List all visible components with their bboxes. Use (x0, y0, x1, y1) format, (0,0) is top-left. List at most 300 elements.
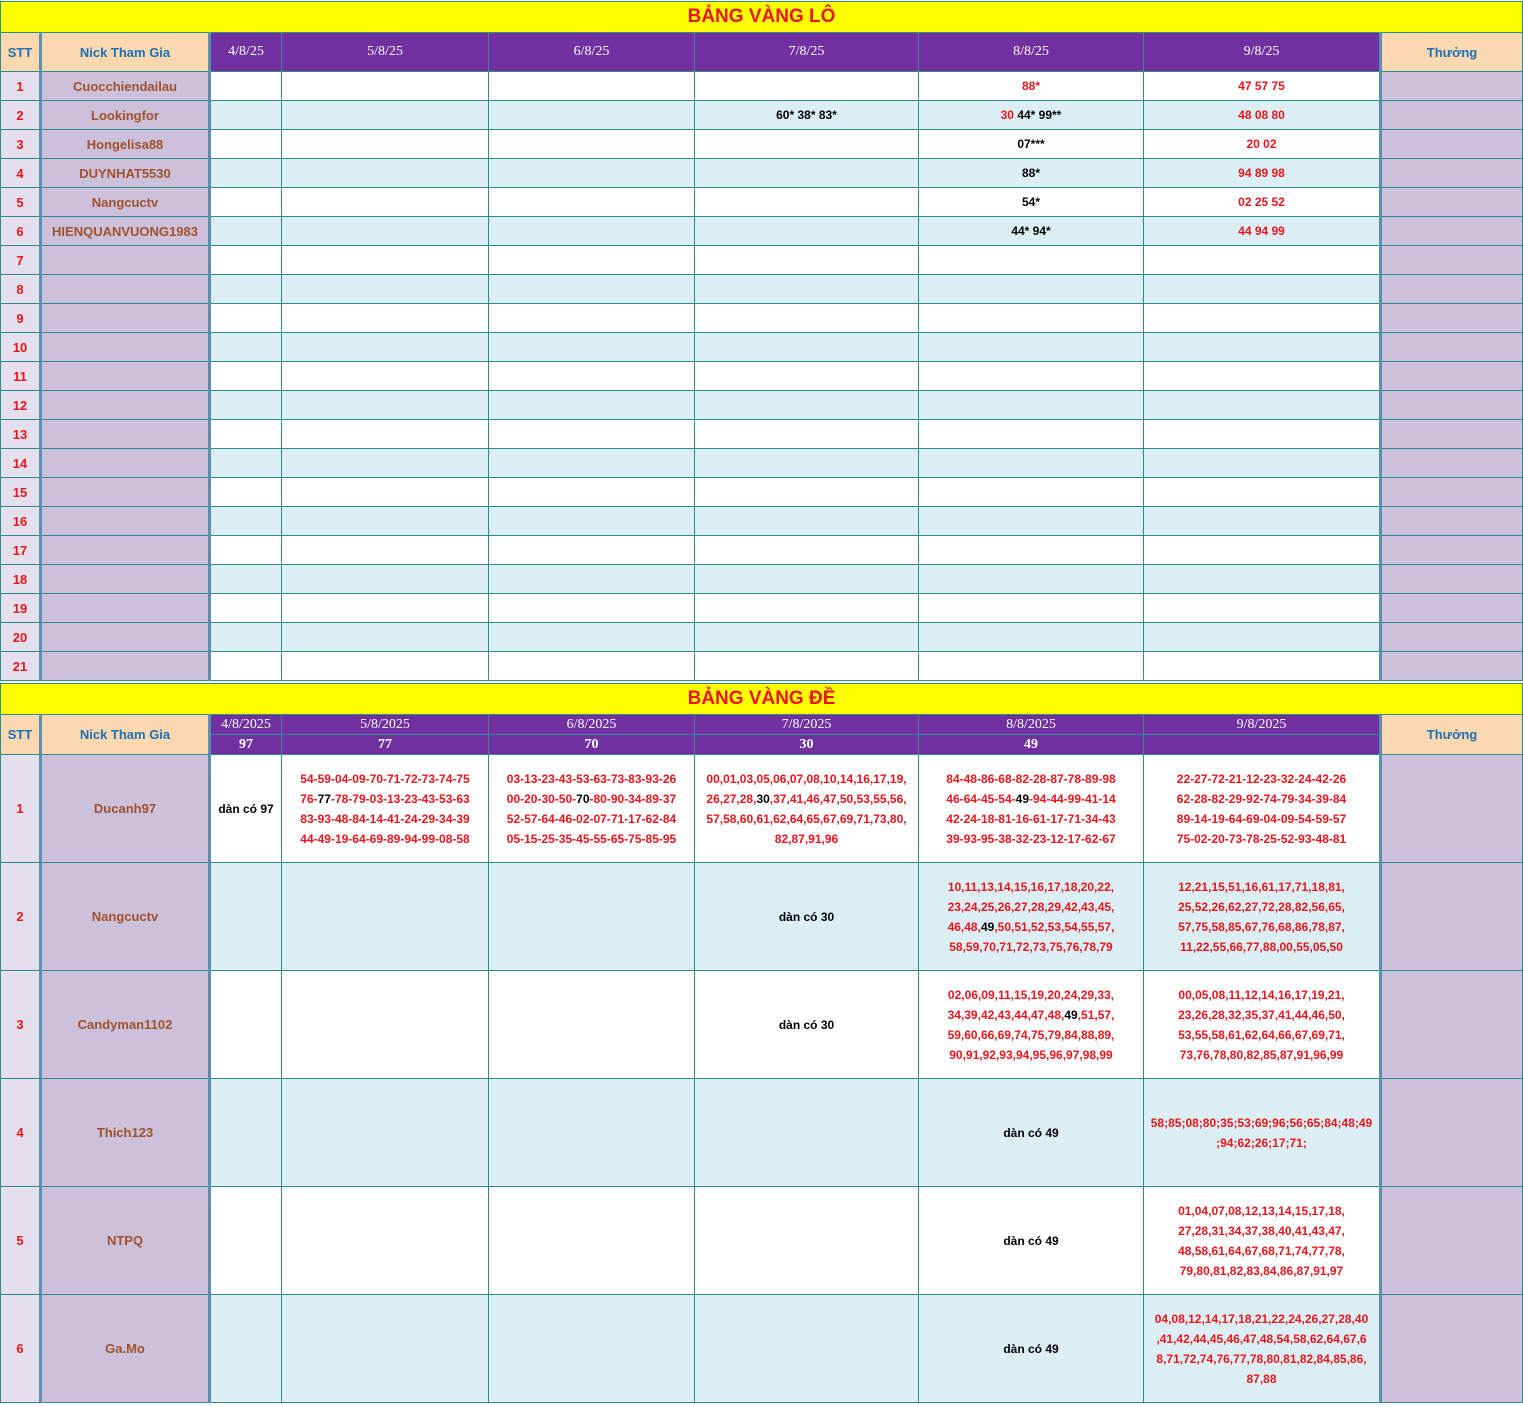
lo-thuong-cell (1381, 536, 1523, 565)
lo-stt: 5 (1, 188, 41, 217)
lo-entry-cell (489, 304, 695, 333)
de-header-stt: STT (1, 715, 41, 755)
de-header-nick: Nick Tham Gia (41, 715, 210, 755)
de-entry-cell (489, 1079, 695, 1187)
de-entry-text: 03-13-23-43-53-63-73-83-93-26 00-20-30-50- (506, 771, 677, 806)
lo-nick (41, 536, 210, 565)
lo-stt: 21 (1, 652, 41, 681)
de-entry-text: dàn có 97 (218, 801, 274, 816)
lo-thuong-cell (1381, 478, 1523, 507)
lo-title: BẢNG VÀNG LÔ (1, 2, 1523, 33)
de-entry-cell (282, 1187, 489, 1295)
lo-header-date: 4/8/25 (210, 33, 282, 72)
de-entry-cell (282, 1295, 489, 1403)
lo-entry-cell (1144, 159, 1381, 188)
lo-row (1, 565, 1523, 594)
lo-entry-cell (210, 333, 282, 362)
lo-entry-cell (489, 130, 695, 159)
lo-entry-cell (919, 72, 1144, 101)
lo-entry-cell (919, 507, 1144, 536)
de-entry-cell (695, 1295, 919, 1403)
de-thuong-cell (1381, 755, 1523, 863)
lo-thuong-cell (1381, 130, 1523, 159)
lo-entry-cell (282, 188, 489, 217)
lo-entry-cell (282, 391, 489, 420)
lo-stt: 20 (1, 623, 41, 652)
lo-entry-text: 02 25 52 (1238, 195, 1285, 209)
de-entry-cell (695, 1079, 919, 1187)
lo-thuong-cell (1381, 623, 1523, 652)
de-title: BẢNG VÀNG ĐỀ (1, 684, 1523, 715)
de-result: 97 (210, 735, 282, 755)
lo-entry-text: 54* (1021, 195, 1041, 209)
lo-entry-cell (1144, 565, 1381, 594)
lo-entry-cell (695, 72, 919, 101)
lo-entry-cell (695, 275, 919, 304)
de-stt: 6 (1, 1295, 41, 1403)
lo-entry-cell (695, 478, 919, 507)
lo-entry-text: 44 94 99 (1238, 224, 1285, 238)
de-thuong-cell (1381, 1295, 1523, 1403)
lo-thuong-cell (1381, 304, 1523, 333)
lo-entry-cell (1144, 101, 1381, 130)
lo-stt: 6 (1, 217, 41, 246)
lo-entry-cell (1144, 420, 1381, 449)
lo-entry-cell (1144, 623, 1381, 652)
lo-entry-cell (210, 275, 282, 304)
lo-entry-cell (695, 652, 919, 681)
de-entry-text: 10,11,13,14,15,16,17,18,20,22, 23,24,25,26,27,28,29,42,43,45, 46,48, (947, 879, 1115, 934)
lo-entry-cell (489, 478, 695, 507)
lo-thuong-cell (1381, 507, 1523, 536)
lo-entry-cell (1144, 275, 1381, 304)
de-entry-cell (282, 863, 489, 971)
de-entry-text: 00,05,08,11,12,14,16,17,19,21, 23,26,28,32,35,37,41,44,46,50, 53,55,58,61,62,64,66,67,69,71, 73,76,78,80,82,85,87,91,96,99 (1178, 987, 1345, 1062)
lo-entry-cell (919, 478, 1144, 507)
lo-entry-cell (489, 362, 695, 391)
de-entry-cell (919, 1187, 1144, 1295)
lo-stt: 10 (1, 333, 41, 362)
lo-row (1, 420, 1523, 449)
lo-entry-cell (489, 623, 695, 652)
lo-entry-cell (1144, 478, 1381, 507)
lo-entry-cell (210, 652, 282, 681)
lo-entry-cell (695, 594, 919, 623)
lo-nick (41, 246, 210, 275)
lo-entry-cell (210, 304, 282, 333)
de-header-date: 4/8/2025 (210, 715, 282, 735)
lo-entry-cell (919, 130, 1144, 159)
lo-entry-text: 44* 94* (1011, 224, 1051, 238)
lo-entry-cell (210, 362, 282, 391)
lo-entry-cell (1144, 304, 1381, 333)
lo-entry-cell (282, 652, 489, 681)
lo-thuong-cell (1381, 101, 1523, 130)
lo-row (1, 72, 1523, 101)
de-entry-cell (489, 971, 695, 1079)
de-entry-cell (210, 1187, 282, 1295)
lo-header-date: 9/8/25 (1144, 33, 1381, 72)
lo-entry-cell (919, 246, 1144, 275)
de-header-thuong: Thưởng (1381, 715, 1523, 755)
lo-thuong-cell (1381, 449, 1523, 478)
lo-nick: Cuocchiendailau (41, 72, 210, 101)
de-entry-text: 70 (576, 791, 590, 806)
lo-header-date: 6/8/25 (489, 33, 695, 72)
lo-row (1, 130, 1523, 159)
lo-nick (41, 391, 210, 420)
lo-entry-cell (695, 565, 919, 594)
lo-nick (41, 333, 210, 362)
de-entry-cell (282, 1079, 489, 1187)
lo-entry-cell (695, 449, 919, 478)
de-entry-text: -78-79-03-13-23-43-53-63 83-93-48-84-14-41-24-29-34-39 44-49-19-64-69-89-94-99-08-58 (300, 791, 470, 846)
lo-entry-text: 48 08 80 (1238, 108, 1285, 122)
lo-entry-cell (695, 130, 919, 159)
de-body (1, 755, 1523, 1403)
de-entry-cell (282, 971, 489, 1079)
lo-thuong-cell (1381, 362, 1523, 391)
lo-row (1, 246, 1523, 275)
lo-entry-cell (695, 623, 919, 652)
lo-entry-cell (282, 130, 489, 159)
de-entry-text: 49 (1015, 791, 1029, 806)
lo-entry-cell (919, 275, 1144, 304)
lo-entry-cell (489, 72, 695, 101)
lo-entry-cell (1144, 217, 1381, 246)
lo-entry-text: 44* 99** (1017, 108, 1062, 122)
lo-entry-cell (210, 478, 282, 507)
lo-stt: 9 (1, 304, 41, 333)
bang-vang-de-table (0, 683, 1523, 1403)
de-result (1144, 735, 1381, 755)
lo-entry-cell (282, 449, 489, 478)
lo-entry-cell (695, 333, 919, 362)
lo-entry-cell (210, 623, 282, 652)
lo-entry-cell (282, 333, 489, 362)
lo-stt: 3 (1, 130, 41, 159)
lo-stt: 7 (1, 246, 41, 275)
de-stt: 4 (1, 1079, 41, 1187)
lo-entry-cell (919, 536, 1144, 565)
de-row (1, 1187, 1523, 1295)
lo-entry-cell (282, 565, 489, 594)
lo-entry-cell (489, 391, 695, 420)
lo-stt: 16 (1, 507, 41, 536)
lo-row (1, 362, 1523, 391)
lo-entry-cell (210, 246, 282, 275)
de-entry-cell (489, 1295, 695, 1403)
de-entry-text: 00,01,03,05,06,07,08,10,14,16,17,19, 26,27,28, (706, 771, 907, 806)
lo-nick (41, 420, 210, 449)
lo-thuong-cell (1381, 420, 1523, 449)
lo-entry-text: 88* (1021, 79, 1041, 93)
de-entry-cell (1144, 755, 1381, 863)
lo-nick (41, 594, 210, 623)
lo-entry-cell (282, 72, 489, 101)
lo-entry-text: 20 02 (1246, 137, 1277, 151)
de-stt: 3 (1, 971, 41, 1079)
de-header-date: 6/8/2025 (489, 715, 695, 735)
de-row (1, 971, 1523, 1079)
lo-stt: 14 (1, 449, 41, 478)
de-entry-cell (695, 1187, 919, 1295)
lo-thuong-cell (1381, 333, 1523, 362)
de-entry-text: 84-48-86-68-82-28-87-78-89-98 46-64-45-54- (946, 771, 1116, 806)
lo-stt: 4 (1, 159, 41, 188)
lo-stt: 8 (1, 275, 41, 304)
lo-stt: 13 (1, 420, 41, 449)
de-entry-text: dàn có 49 (1003, 1341, 1059, 1356)
de-stt: 1 (1, 755, 41, 863)
lo-nick: Nangcuctv (41, 188, 210, 217)
de-thuong-cell (1381, 863, 1523, 971)
de-row (1, 863, 1523, 971)
lo-entry-cell (489, 217, 695, 246)
lo-entry-cell (1144, 362, 1381, 391)
lo-entry-cell (489, 246, 695, 275)
lo-entry-cell (1144, 449, 1381, 478)
lo-entry-cell (1144, 391, 1381, 420)
de-entry-cell (489, 1187, 695, 1295)
lo-entry-cell (282, 101, 489, 130)
lo-entry-cell (210, 217, 282, 246)
de-entry-cell (210, 971, 282, 1079)
lo-entry-cell (489, 594, 695, 623)
de-entry-cell (1144, 1079, 1381, 1187)
lo-header-date: 5/8/25 (282, 33, 489, 72)
de-thuong-cell (1381, 1187, 1523, 1295)
lo-row (1, 594, 1523, 623)
lo-entry-cell (210, 565, 282, 594)
de-stt: 5 (1, 1187, 41, 1295)
lo-nick: Lookingfor (41, 101, 210, 130)
de-entry-cell (210, 755, 282, 863)
lo-entry-cell (695, 391, 919, 420)
de-result: 77 (282, 735, 489, 755)
de-entry-cell (1144, 1187, 1381, 1295)
lo-stt: 1 (1, 72, 41, 101)
lo-entry-cell (489, 188, 695, 217)
de-entry-text: -80-90-34-89-37 52-57-64-46-02-07-71-17-62-84 05-15-25-35-45-55-65-75-85-95 (506, 791, 677, 846)
lo-entry-cell (489, 101, 695, 130)
lo-entry-cell (210, 594, 282, 623)
de-entry-cell (210, 863, 282, 971)
lo-header-stt: STT (1, 33, 41, 72)
de-nick: Thich123 (41, 1079, 210, 1187)
de-row (1, 1079, 1523, 1187)
lo-entry-cell (919, 217, 1144, 246)
lo-entry-cell (695, 362, 919, 391)
lo-row (1, 652, 1523, 681)
de-result: 30 (695, 735, 919, 755)
lo-entry-cell (919, 159, 1144, 188)
de-header-date: 8/8/2025 (919, 715, 1144, 735)
de-entry-text: 30 (756, 791, 770, 806)
lo-entry-text: 07*** (1017, 137, 1045, 151)
lo-nick (41, 507, 210, 536)
de-entry-text: ,37,41,46,47,50,53,55,56, 57,58,60,61,62,64,65,67,69,71,73,80, 82,87,91,96 (706, 791, 907, 846)
lo-thuong-cell (1381, 188, 1523, 217)
lo-row (1, 536, 1523, 565)
de-entry-cell (489, 863, 695, 971)
lo-nick (41, 449, 210, 478)
lo-nick (41, 275, 210, 304)
lo-row (1, 623, 1523, 652)
lo-entry-cell (919, 623, 1144, 652)
lo-entry-cell (1144, 594, 1381, 623)
lo-entry-text: 30 (1000, 108, 1018, 122)
de-entry-text: 04,08,12,14,17,18,21,22,24,26,27,28,40 ,41,42,44,45,46,47,48,54,58,62,64,67,6 8,71,72,74,76,77,78,80,81,82,84,85,86, 87,88 (1154, 1311, 1369, 1386)
lo-entry-cell (282, 362, 489, 391)
lo-stt: 15 (1, 478, 41, 507)
lo-entry-cell (489, 652, 695, 681)
de-stt: 2 (1, 863, 41, 971)
lo-entry-cell (210, 159, 282, 188)
lo-entry-cell (695, 304, 919, 333)
lo-thuong-cell (1381, 72, 1523, 101)
lo-entry-cell (919, 188, 1144, 217)
lo-entry-cell (489, 565, 695, 594)
de-entry-text: dàn có 30 (778, 1017, 835, 1032)
lo-header-date: 7/8/25 (695, 33, 919, 72)
de-entry-text: 77 (317, 791, 331, 806)
lo-row (1, 188, 1523, 217)
lo-entry-cell (695, 188, 919, 217)
de-entry-cell (282, 755, 489, 863)
de-entry-text: 01,04,07,08,12,13,14,15,17,18, 27,28,31,34,37,38,40,41,43,47, 48,58,61,64,67,68,71,74,77,78, 79,80,81,82,83,84,86,87,91,97 (1178, 1203, 1345, 1278)
lo-entry-cell (210, 507, 282, 536)
lo-thuong-cell (1381, 565, 1523, 594)
lo-entry-cell (282, 536, 489, 565)
lo-entry-text: 60* 38* 83* (776, 108, 837, 122)
de-thuong-cell (1381, 1079, 1523, 1187)
lo-stt: 12 (1, 391, 41, 420)
lo-thuong-cell (1381, 246, 1523, 275)
lo-entry-cell (1144, 246, 1381, 275)
lo-entry-cell (210, 130, 282, 159)
de-entry-cell (919, 1079, 1144, 1187)
lo-entry-cell (919, 594, 1144, 623)
lo-entry-cell (282, 275, 489, 304)
lo-entry-cell (489, 275, 695, 304)
lo-row (1, 391, 1523, 420)
lo-entry-cell (282, 594, 489, 623)
lo-entry-cell (282, 246, 489, 275)
lo-entry-cell (695, 507, 919, 536)
de-entry-cell (210, 1295, 282, 1403)
lo-nick (41, 478, 210, 507)
lo-entry-cell (210, 188, 282, 217)
lo-entry-cell (695, 420, 919, 449)
de-nick: Nangcuctv (41, 863, 210, 971)
de-entry-text: 58;85;08;80;35;53;69;96;56;65;84;48;49 ;94;62;26;17;71; (1150, 1115, 1373, 1150)
lo-entry-cell (282, 507, 489, 536)
lo-entry-cell (210, 72, 282, 101)
lo-entry-cell (210, 449, 282, 478)
lo-entry-text: 88* (1021, 166, 1041, 180)
lo-entry-cell (489, 333, 695, 362)
de-entry-text: 54-59-04-09-70-71-72-73-74-75 76- (300, 771, 470, 806)
lo-nick (41, 565, 210, 594)
lo-row (1, 333, 1523, 362)
lo-entry-cell (695, 217, 919, 246)
lo-nick: DUYNHAT5530 (41, 159, 210, 188)
lo-nick (41, 362, 210, 391)
lo-stt: 19 (1, 594, 41, 623)
lo-entry-cell (1144, 72, 1381, 101)
lo-entry-cell (1144, 536, 1381, 565)
de-header-date: 7/8/2025 (695, 715, 919, 735)
lo-entry-cell (282, 623, 489, 652)
de-entry-cell (695, 863, 919, 971)
de-entry-cell (1144, 863, 1381, 971)
lo-entry-cell (919, 652, 1144, 681)
de-entry-cell (695, 755, 919, 863)
lo-header-thuong: Thưởng (1381, 33, 1523, 72)
lo-entry-cell (919, 420, 1144, 449)
lo-entry-cell (919, 449, 1144, 478)
de-nick: Candyman1102 (41, 971, 210, 1079)
lo-nick: Hongelisa88 (41, 130, 210, 159)
lo-thuong-cell (1381, 159, 1523, 188)
lo-nick (41, 652, 210, 681)
lo-thuong-cell (1381, 275, 1523, 304)
lo-entry-text: 47 57 75 (1238, 79, 1285, 93)
lo-entry-cell (282, 159, 489, 188)
de-entry-text: dàn có 49 (1003, 1125, 1059, 1140)
de-result: 49 (919, 735, 1144, 755)
lo-entry-cell (1144, 333, 1381, 362)
lo-nick (41, 623, 210, 652)
lo-nick (41, 304, 210, 333)
de-entry-cell (919, 971, 1144, 1079)
lo-entry-cell (282, 304, 489, 333)
lo-entry-cell (282, 217, 489, 246)
de-entry-text: -94-44-99-41-14 42-24-18-81-16-61-17-71-34-43 39-93-95-38-32-23-12-17-62-67 (946, 791, 1116, 846)
lo-entry-cell (489, 536, 695, 565)
bang-vang-lo-table (0, 1, 1523, 681)
de-entry-cell (489, 755, 695, 863)
lo-thuong-cell (1381, 217, 1523, 246)
lo-stt: 2 (1, 101, 41, 130)
lo-thuong-cell (1381, 594, 1523, 623)
lo-entry-cell (919, 391, 1144, 420)
lo-entry-cell (1144, 130, 1381, 159)
lo-entry-cell (919, 565, 1144, 594)
de-entry-cell (1144, 971, 1381, 1079)
de-entry-cell (919, 755, 1144, 863)
lo-row (1, 275, 1523, 304)
de-header-date: 5/8/2025 (282, 715, 489, 735)
lo-thuong-cell (1381, 652, 1523, 681)
de-entry-text: 49 (1064, 1007, 1078, 1022)
de-row (1, 1295, 1523, 1403)
de-entry-text: ,51,57, 59,60,66,69,74,75,79,84,88,89, 90,91,92,93,94,95,96,97,98,99 (947, 1007, 1115, 1062)
de-entry-text: dàn có 49 (1003, 1233, 1059, 1248)
lo-stt: 17 (1, 536, 41, 565)
de-nick: Ducanh97 (41, 755, 210, 863)
lo-entry-cell (1144, 507, 1381, 536)
lo-stt: 11 (1, 362, 41, 391)
lo-row (1, 449, 1523, 478)
lo-entry-cell (695, 246, 919, 275)
lo-entry-cell (1144, 652, 1381, 681)
lo-entry-cell (695, 159, 919, 188)
de-row (1, 755, 1523, 863)
lo-entry-cell (695, 101, 919, 130)
lo-entry-cell (210, 391, 282, 420)
